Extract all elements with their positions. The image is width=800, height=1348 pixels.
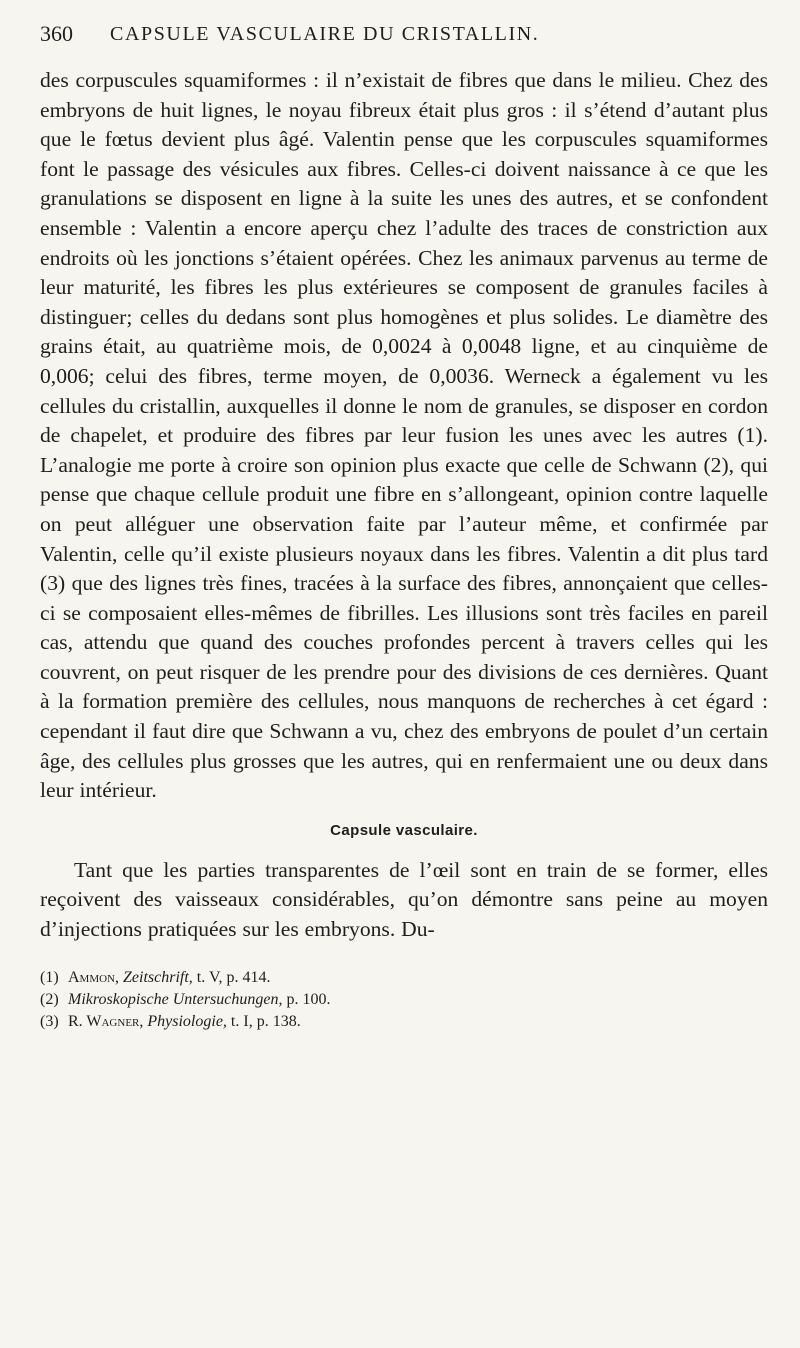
footnote-2 [40, 989, 768, 1011]
page-number: 360 [40, 21, 73, 46]
footnote-title: Physiologie, [147, 1012, 227, 1030]
footnote-author: R. Wagner, [68, 1012, 144, 1030]
running-title: CAPSULE VASCULAIRE DU CRISTALLIN. [110, 23, 540, 45]
page-header [40, 14, 768, 54]
footnote-reference: p. 100. [286, 990, 331, 1008]
footnote-title: Mikroskopische Untersuchungen, [68, 990, 283, 1008]
footnote-number: (2) [40, 990, 59, 1008]
footnotes [40, 967, 768, 1033]
body-paragraph-2: Tant que les parties transparentes de l’œil sont en train de se former, elles reçoivent des vaisseaux considérables, qu’on démontre sans peine au moyen d’injections pratiquées sur les embryons. Du- [40, 857, 768, 942]
footnote-number: (3) [40, 1012, 59, 1030]
footnote-reference: t. I, p. 138. [230, 1012, 301, 1030]
footnote-1 [40, 967, 768, 989]
footnote-title: Zeitschrift, [123, 968, 193, 986]
body-paragraph-1: des corpuscules squamiformes : il n’existait de fibres que dans le milieu. Chez des embryons de huit lignes, le noyau fibreux était plus gros : il s’étend d’autant plus que le fœtus devient plus âgé. Valentin pense que les corpuscules squamiformes font le passage des vésicules aux fibres. Celles-ci doivent naissance à ce que les granulations se disposent en ligne à la suite les unes des autres, et se confondent ensemble : Valentin a encore aperçu chez l’adulte des traces de constriction aux endroits où les jonctions s’étaient opérées. Chez les animaux parvenus au terme de leur maturité, les fibres les plus extérieures se composent de granules faciles à distinguer; celles du dedans sont plus homogènes et plus solides. Le diamètre des grains était, au quatrième mois, de 0,0024 à 0,0048 ligne, et au cinquième de 0,006; celui des fibres, terme moyen, de 0,0036. Werneck a également vu les cellules du cristallin, auxquelles il donne le nom de granules, se disposer en cordon de chapelet, et produire des fibres par leur fusion les unes avec les autres (1). L’analogie me porte à croire son opinion plus exacte que celle de Schwann (2), qui pense que chaque cellule produit une fibre en s’allongeant, opinion contre laquelle on peut alléguer une observation faite par l’auteur même, et confirmée par Valentin, celle qu’il existe plusieurs noyaux dans les fibres. Valentin a dit plus tard (3) que des lignes très fines, tracées à la surface des fibres, annonçaient que celles-ci se composaient elles-mêmes de fibrilles. Les illusions sont très faciles en pareil cas, attendu que quand des couches profondes percent à travers celles qui les couvrent, on peut risquer de les prendre pour des divisions de ces dernières. Quant à la formation première des cellules, nous manquons de recherches à cet égard : cependant il faut dire que Schwann a vu, chez des embryons de poulet d’un certain âge, des cellules plus grosses que les autres, qui en renfermaient une ou deux dans leur intérieur. [40, 68, 768, 803]
footnote-3 [40, 1011, 768, 1033]
footnote-number: (1) [40, 968, 59, 986]
section-heading: Capsule vasculaire. [330, 821, 478, 839]
footnote-reference: t. V, p. 414. [196, 968, 271, 986]
footnote-author: Ammon, [68, 968, 120, 986]
page-body [40, 66, 768, 1033]
